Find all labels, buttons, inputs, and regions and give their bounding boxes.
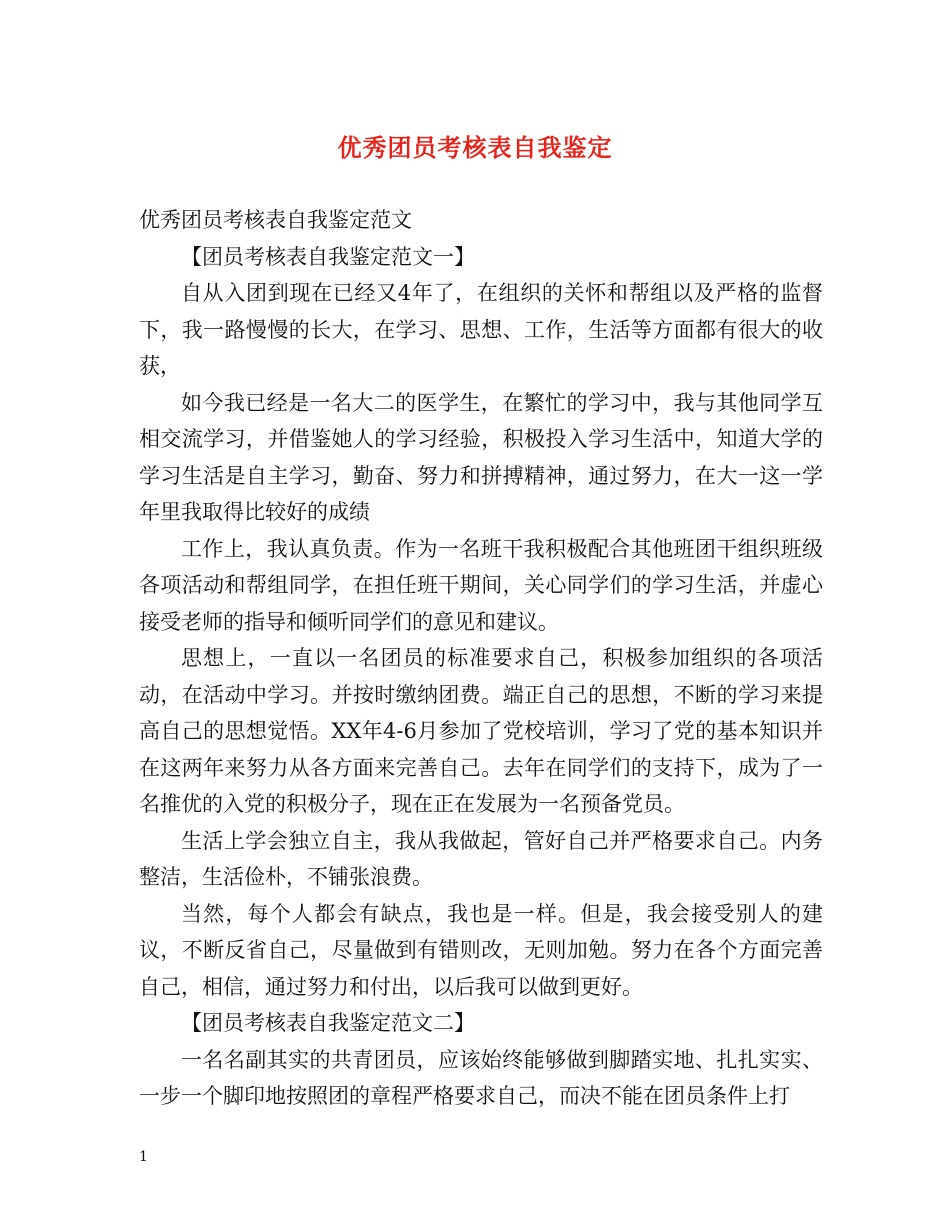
page-number: 1 [139,1149,148,1165]
paragraph: 当然，每个人都会有缺点，我也是一样。但是，我会接受别人的建议，不断反省自己，尽量做到有错则改，无则加勉。努力在各个方面完善自己，相信，通过努力和付出，以后我可以做到更好。 [139,901,823,999]
paragraph: 如今我已经是一名大二的医学生，在繁忙的学习中，我与其他同学互相交流学习，并借鉴她人的学习经验，积极投入学习生活中，知道大学的学习生活是自主学习，勤奋、努力和拼搏精神，通过努力，在大一这一学年里我取得比较好的成绩 [139,390,823,524]
section-heading-1: 【团员考核表自我鉴定范文一】 [181,244,475,269]
document-title: 优秀团员考核表自我鉴定 [337,133,613,162]
paragraph: 自从入团到现在已经又4年了，在组织的关怀和帮组以及严格的监督下，我一路慢慢的长大，在学习、思想、工作，生活等方面都有很大的收获， [139,281,823,378]
paragraph-subtitle: 优秀团员考核表自我鉴定范文 [139,208,412,232]
paragraph: 思想上，一直以一名团员的标准要求自己，积极参加组织的各项活动，在活动中学习。并按时缴纳团费。端正自己的思想，不断的学习来提高自己的思想觉悟。XX年4-6月参加了党校培训，学习了党的基本知识并在这两年来努力从各方面来完善自己。去年在同学们的支持下，成为了一名推优的入党的积极分子，现在正在发展为一名预备党员。 [139,646,823,816]
paragraph: 工作上，我认真负责。作为一名班干我积极配合其他班团干组织班级各项活动和帮组同学，在担任班干期间，关心同学们的学习生活，并虚心接受老师的指导和倾听同学们的意见和建议。 [139,536,823,634]
paragraph: 生活上学会独立自主，我从我做起，管好自己并严格要求自己。内务整洁，生活俭朴，不铺张浪费。 [139,828,823,889]
paragraph: 一名名副其实的共青团员，应该始终能够做到脚踏实地、扎扎实实、一步一个脚印地按照团的章程严格要求自己，而决不能在团员条件上打 [139,1047,823,1108]
document-body [139,202,823,1115]
section-heading-2: 【团员考核表自我鉴定范文二】 [181,1011,475,1035]
